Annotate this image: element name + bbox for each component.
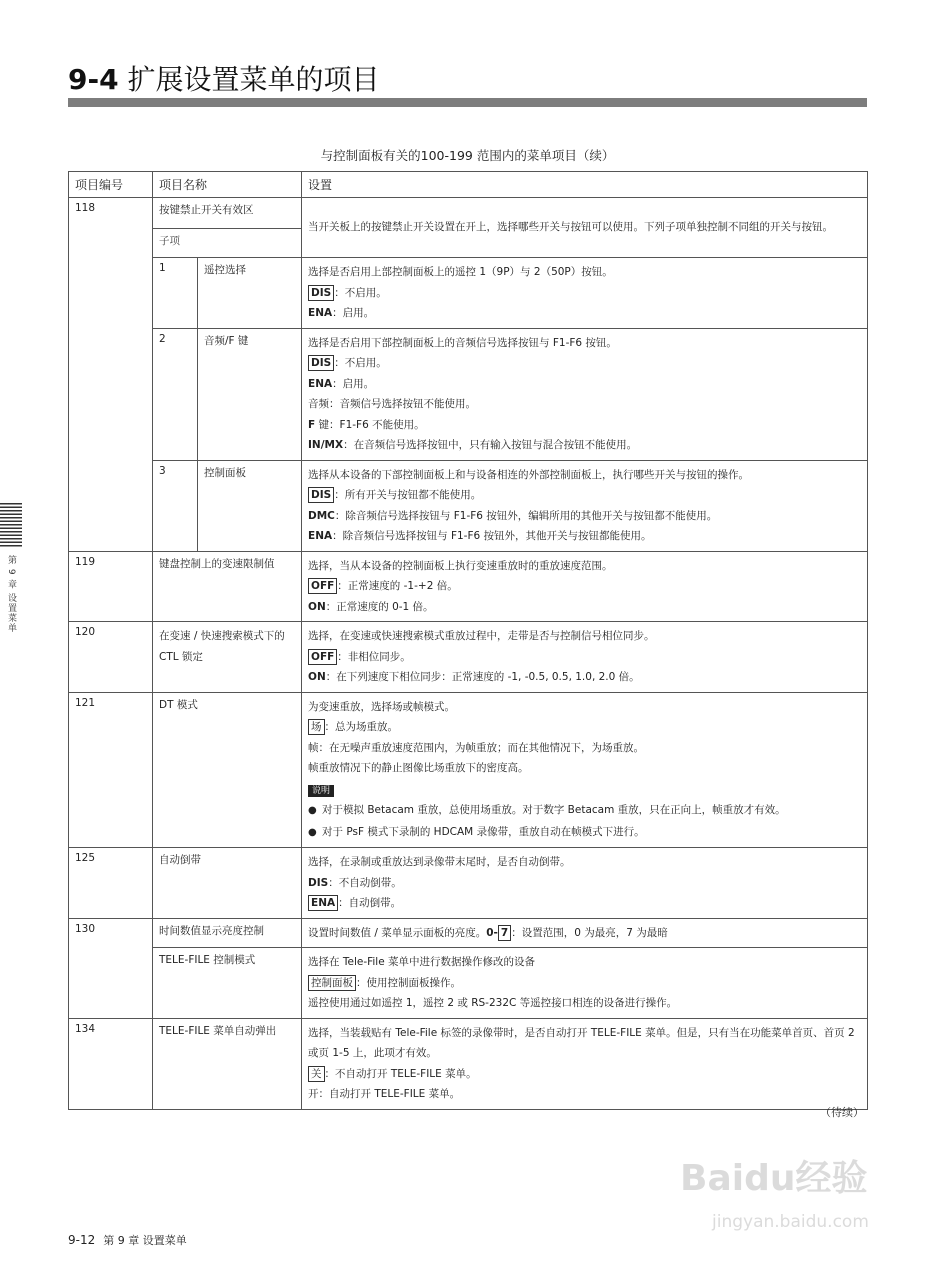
- item-name: 按键禁止开关有效区: [153, 198, 302, 229]
- option-text: ：正常速度的 0-1 倍。: [325, 600, 434, 613]
- option-keyword: ENA: [308, 377, 333, 390]
- option-keyword: IN/MX: [308, 439, 344, 451]
- table-row-118-2: [69, 328, 868, 460]
- side-tab-bars: [0, 503, 22, 547]
- setting-line: [308, 283, 861, 304]
- option-keyword: DIS: [308, 876, 329, 889]
- item-setting: [302, 551, 868, 622]
- sub-item-name: 音频/F 键: [198, 328, 302, 460]
- option-text: 键：F1-F6 不能使用。: [315, 418, 425, 431]
- sub-item-number: 1: [153, 258, 198, 329]
- item-name: TELE-FILE 菜单自动弹出: [153, 1018, 302, 1109]
- header-settings: 设置: [302, 172, 868, 198]
- header-rule: [68, 98, 867, 107]
- option-keyword: ON: [308, 671, 326, 683]
- table-row-119: [69, 551, 868, 622]
- option-text: ：在下列速度下相位同步：正常速度的 -1, -0.5, 0.5, 1.0, 2.0 倍。: [325, 671, 640, 683]
- setting-line: [308, 435, 861, 456]
- default-value-box: 场: [308, 719, 325, 735]
- option-keyword: ENA: [308, 307, 333, 319]
- setting-line: 选择，当从本设备的控制面板上执行变速重放时的重放速度范围。: [308, 559, 613, 572]
- item-number: 134: [69, 1018, 153, 1109]
- default-value-box: OFF: [308, 649, 337, 665]
- sub-item-setting: [302, 328, 868, 460]
- option-keyword: DMC: [308, 509, 335, 522]
- item-name: 时间数值显示亮度控制: [153, 918, 302, 948]
- item-name-line: CTL 锁定: [159, 650, 203, 663]
- watermark: [660, 1140, 870, 1240]
- default-value-box: OFF: [308, 578, 337, 594]
- option-text: ：不自动倒带。: [328, 876, 402, 889]
- option-text: ：启用。: [332, 377, 375, 390]
- setting-line: 帧：在无噪声重放速度范围内，为帧重放；而在其他情况下，为场重放。: [308, 741, 645, 754]
- item-setting: 当开关板上的按键禁止开关设置在开上，选择哪些开关与按钮可以使用。下列子项单独控制不同组的开关与按钮。: [302, 198, 868, 258]
- option-text: ：不启用。: [334, 286, 387, 299]
- option-text: ：除音频信号选择按钮与 F1-F6 按钮外，其他开关与按钮都能使用。: [332, 530, 652, 542]
- setting-line: 选择，当装载贴有 Tele-File 标签的录像带时，是否自动打开 TELE-FILE 菜单。但是，只有当在功能菜单首页、首页 2 或页 1-5 上，此项才有效。: [308, 1026, 855, 1059]
- item-setting: [302, 948, 868, 1019]
- setting-line: [308, 923, 861, 944]
- option-text: ：不自动打开 TELE-FILE 菜单。: [324, 1067, 477, 1080]
- option-text: ：不启用。: [334, 357, 387, 369]
- section-title: [68, 58, 380, 98]
- sub-item-label: 子项: [153, 229, 302, 258]
- setting-line: [308, 506, 861, 527]
- option-text: ：自动倒带。: [338, 897, 402, 909]
- default-value-box: ENA: [308, 895, 338, 911]
- watermark-url: jingyan.baidu.com: [712, 1212, 869, 1232]
- setting-line: [308, 647, 861, 668]
- menu-table: [68, 171, 868, 1110]
- option-text: ：除音频信号选择按钮与 F1-F6 按钮外，编辑所用的其他开关与按钮都不能使用。: [334, 509, 718, 522]
- item-setting: [302, 848, 868, 919]
- bullet-line: [308, 822, 861, 844]
- table-row-134: [69, 1018, 868, 1109]
- default-value-box: 7: [498, 925, 511, 941]
- bullet-text: 对于 PsF 模式下录制的 HDCAM 录像带，重放自动在帧模式下进行。: [322, 825, 645, 838]
- setting-line: [308, 667, 861, 688]
- setting-line: [308, 597, 861, 618]
- setting-line: 为变速重放，选择场或帧模式。: [308, 700, 456, 713]
- note-line: [308, 779, 861, 801]
- table-row-118-3: [69, 460, 868, 551]
- continued-label: （待续）: [820, 1106, 864, 1119]
- table-row-118-1: [69, 258, 868, 329]
- option-keyword: ENA: [308, 530, 333, 542]
- option-text: ：启用。: [332, 307, 375, 319]
- bullet-icon: ●: [308, 805, 317, 816]
- option-text: ：总为场重放。: [324, 721, 399, 733]
- item-name: 自动倒带: [153, 848, 302, 919]
- bullet-line: [308, 800, 861, 822]
- item-setting: [302, 918, 868, 948]
- item-name: TELE-FILE 控制模式: [153, 948, 302, 1019]
- section-title-text: 扩展设置菜单的项目: [127, 63, 380, 96]
- item-number: 125: [69, 848, 153, 919]
- setting-line: [308, 485, 861, 506]
- item-number: 130: [69, 918, 153, 1018]
- note-badge: 说明: [308, 785, 334, 797]
- item-name: DT 模式: [153, 692, 302, 848]
- setting-line: [308, 717, 861, 738]
- setting-line: [308, 893, 861, 914]
- header-item-number: 项目编号: [69, 172, 153, 198]
- setting-line: 选择，在变速或快速搜索模式重放过程中，走带是否与控制信号相位同步。: [308, 630, 655, 642]
- footer-chapter: 第 9 章 设置菜单: [103, 1234, 187, 1247]
- section-number: 9-4: [68, 63, 119, 96]
- setting-line: 开：自动打开 TELE-FILE 菜单。: [308, 1088, 461, 1100]
- chapter-side-tab: [0, 503, 24, 633]
- table-row-130: [69, 918, 868, 948]
- side-tab-text: 第 9 章 设置菜单: [6, 555, 16, 634]
- setting-line: 遥控使用通过如遥控 1，遥控 2 或 RS-232C 等遥控接口相连的设备进行操作。: [308, 997, 678, 1009]
- table-row-118: [69, 198, 868, 229]
- item-setting: [302, 1018, 868, 1109]
- option-text: ：使用控制面板操作。: [356, 976, 462, 989]
- option-text: ：在音频信号选择按钮中，只有输入按钮与混合按钮不能使用。: [343, 439, 638, 451]
- page-footer: [68, 1232, 187, 1248]
- item-name: [153, 622, 302, 693]
- setting-line: 选择从本设备的下部控制面板上和与设备相连的外部控制面板上，执行哪些开关与按钮的操作。: [308, 468, 750, 481]
- setting-line: [308, 973, 861, 994]
- item-number: 121: [69, 692, 153, 848]
- setting-line: [308, 873, 861, 894]
- setting-line: [308, 353, 861, 374]
- setting-text: 设置时间数值 / 菜单显示面板的亮度。: [308, 926, 487, 939]
- item-name: 键盘控制上的变速限制值: [153, 551, 302, 622]
- setting-line: 选择在 Tele-File 菜单中进行数据操作修改的设备: [308, 956, 536, 968]
- sub-item-number: 3: [153, 460, 198, 551]
- item-setting: [302, 692, 868, 848]
- default-value-box: DIS: [308, 355, 334, 371]
- item-number: 118: [69, 198, 153, 552]
- item-name-line: 在变速 / 快速搜索模式下的: [159, 630, 285, 642]
- item-setting: [302, 622, 868, 693]
- bullet-text: 对于模拟 Betacam 重放，总使用场重放。对于数字 Betacam 重放，只在正向上，帧重放才有效。: [322, 804, 786, 816]
- setting-line: [308, 415, 861, 436]
- table-row-130-tele-file: [69, 948, 868, 1019]
- bullet-icon: ●: [308, 826, 317, 838]
- sub-item-setting: [302, 258, 868, 329]
- item-number: 120: [69, 622, 153, 693]
- default-value-box: DIS: [308, 285, 334, 301]
- option-text: ：正常速度的 -1-+2 倍。: [337, 580, 458, 592]
- setting-line: [308, 374, 861, 395]
- table-row-120: [69, 622, 868, 693]
- default-value-box: 控制面板: [308, 975, 356, 991]
- setting-line: 帧重放情况下的静止图像比场重放下的密度高。: [308, 762, 529, 774]
- setting-line: [308, 576, 861, 597]
- sub-item-number: 2: [153, 328, 198, 460]
- setting-line: [308, 1064, 861, 1085]
- sub-item-name: 控制面板: [198, 460, 302, 551]
- range-start: 0-: [486, 926, 498, 939]
- watermark-logo: Baidu经验: [680, 1158, 868, 1199]
- page-number: 9-12: [68, 1233, 96, 1247]
- table-row-121: [69, 692, 868, 848]
- default-value-box: 关: [308, 1066, 325, 1082]
- setting-line: 选择是否启用下部控制面板上的音频信号选择按钮与 F1-F6 按钮。: [308, 336, 617, 349]
- option-keyword: F: [308, 418, 316, 431]
- setting-line: 选择，在录制或重放达到录像带末尾时，是否自动倒带。: [308, 856, 571, 868]
- header-item-name: 项目名称: [153, 172, 302, 198]
- setting-line: [308, 303, 861, 324]
- setting-line: 音频：音频信号选择按钮不能使用。: [308, 398, 477, 410]
- item-number: 119: [69, 551, 153, 622]
- table-header-row: [69, 172, 868, 198]
- sub-item-setting: [302, 460, 868, 551]
- table-caption: 与控制面板有关的100-199 范围内的菜单项目（续）: [320, 148, 615, 163]
- table-row-125: [69, 848, 868, 919]
- setting-text: ：设置范围，0 为最亮，7 为最暗: [511, 926, 668, 939]
- setting-line: 选择是否启用上部控制面板上的遥控 1（9P）与 2（50P）按钮。: [308, 266, 613, 278]
- default-value-box: DIS: [308, 487, 334, 503]
- option-text: ：非相位同步。: [337, 650, 411, 663]
- setting-line: [308, 526, 861, 547]
- option-text: ：所有开关与按钮都不能使用。: [334, 489, 482, 501]
- sub-item-name: 遥控选择: [198, 258, 302, 329]
- option-keyword: ON: [308, 600, 326, 613]
